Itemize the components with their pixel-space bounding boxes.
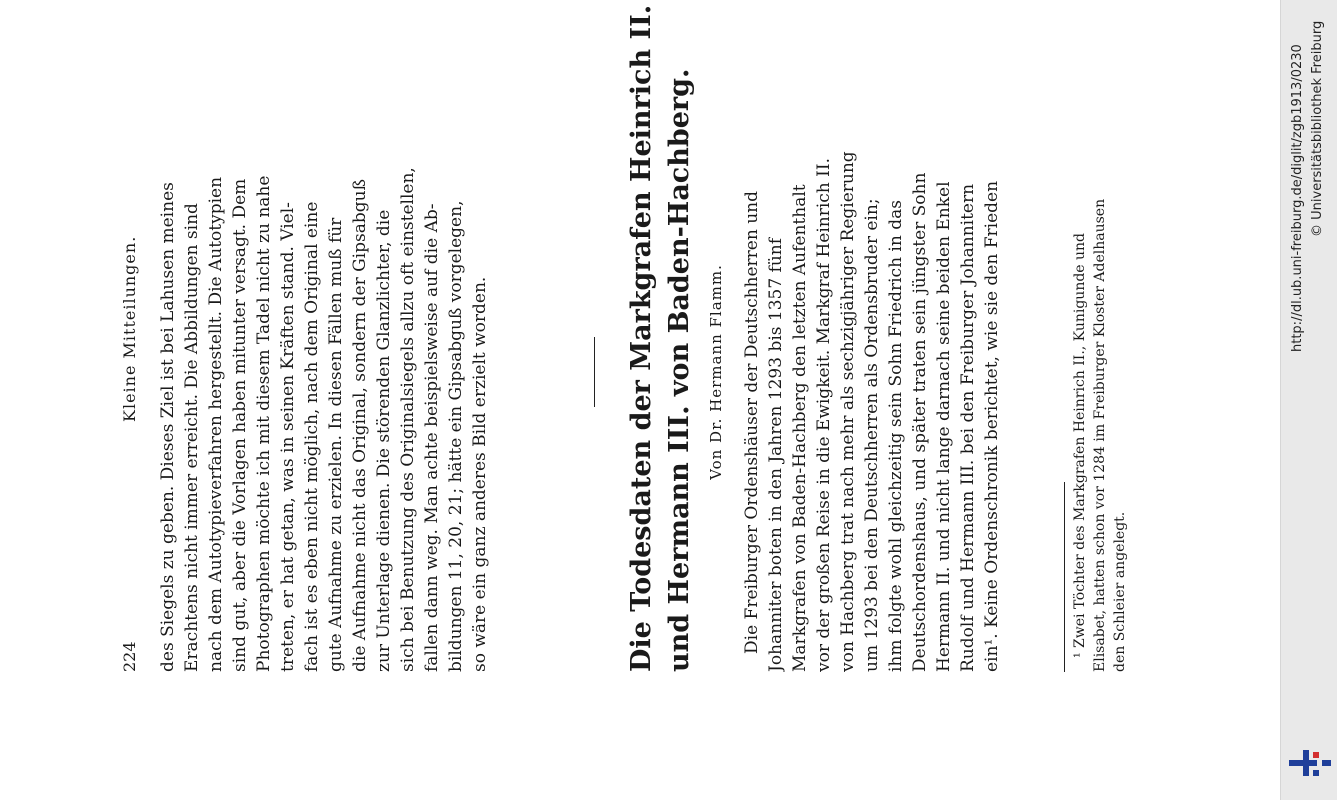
footnote-rule xyxy=(1064,482,1065,672)
paragraph-line: so wäre ein ganz anderes Bild erzielt worden. xyxy=(470,276,490,672)
page-number: 224 xyxy=(120,641,139,672)
paragraph-line: des Siegels zu geben. Dieses Ziel ist bei Lahusen meines xyxy=(158,182,178,672)
footnote-line: ¹ Zwei Töchter des Markgrafen Heinrich II., Kunigunde und xyxy=(1072,232,1088,658)
sidebar-strip xyxy=(1280,0,1337,800)
footnote-line: Elisabet, hatten schon vor 1284 im Freiburger Kloster Adelhausen xyxy=(1092,198,1108,672)
article-body-line: Die Freiburger Ordenshäuser der Deutschherren und xyxy=(742,190,762,654)
copyright-notice: © Universitätsbibliothek Freiburg xyxy=(1310,20,1325,237)
ub-freiburg-logo-icon xyxy=(1289,746,1333,782)
source-url[interactable]: http://dl.ub.uni-freiburg.de/diglit/zgb1913/0230 xyxy=(1290,44,1305,352)
article-title-line: Die Todesdaten der Markgrafen Heinrich II. xyxy=(626,4,657,672)
footnote-line: den Schleier angelegt. xyxy=(1112,511,1128,672)
article-body-line: um 1293 bei den Deutschherren als Ordensbruder ein; xyxy=(862,198,882,672)
paragraph-line: fallen dann weg. Man achte beispielsweise auf die Ab- xyxy=(422,203,442,672)
paragraph-line: zur Unterlage dienen. Die störenden Glanzlichter, die xyxy=(374,209,394,672)
paragraph-line: treten, er hat getan, was in seinen Kräften stand. Viel- xyxy=(278,202,298,672)
paragraph-line: die Aufnahme nicht das Original, sondern der Gipsabguß xyxy=(350,179,370,672)
section-divider xyxy=(594,337,595,407)
article-body-line: Deutschordenshaus, und später traten sein jüngster Sohn xyxy=(910,172,930,672)
running-title: Kleine Mitteilungen. xyxy=(120,235,139,422)
article-body-line: Johanniter boten in den Jahren 1293 bis 1357 fünf xyxy=(766,237,786,672)
article-body-line: Markgrafen von Baden-Hachberg den letzten Aufenthalt xyxy=(790,184,810,672)
paragraph-line: gute Aufnahme zu erzielen. In diesen Fällen muß für xyxy=(326,217,346,672)
article-byline: Von Dr. Hermann Flamm. xyxy=(707,264,725,480)
paragraph-line: nach dem Autotypieverfahren hergestellt. Die Autotypien xyxy=(206,176,226,672)
paragraph-line: bildungen 11, 20, 21; hätte ein Gipsabguß vorgelegen, xyxy=(446,200,466,672)
paragraph-line: sind gut, aber die Vorlagen haben mitunter versagt. Dem xyxy=(230,178,250,672)
article-body-line: ihm folgte wohl gleichzeitig sein Sohn Friedrich in das xyxy=(886,200,906,672)
paragraph-line: Erachtens nicht immer erreicht. Die Abbildungen sind xyxy=(182,203,202,672)
paragraph-line: Photographen möchte ich mit diesem Tadel nicht zu nahe xyxy=(254,175,274,672)
scanned-page xyxy=(120,4,1150,672)
article-body-line: Hermann II. und nicht lange darnach seine beiden Enkel xyxy=(934,181,954,672)
paragraph-line: sich bei Benutzung des Originalsiegels allzu oft einstellen, xyxy=(398,167,418,672)
paragraph-line: fach ist es eben nicht möglich, nach dem Original eine xyxy=(302,201,322,672)
article-body-line: von Hachberg trat nach mehr als sechzigjähriger Regierung xyxy=(838,151,858,672)
article-body-line: Rudolf und Hermann III. bei den Freiburger Johannitern xyxy=(958,183,978,672)
article-body-line: vor der großen Reise in die Ewigkeit. Markgraf Heinrich II. xyxy=(814,158,834,672)
article-title-line: und Hermann III. von Baden-Hachberg. xyxy=(664,68,695,672)
article-body-line: ein¹. Keine Ordenschronik berichtet, wie sie den Frieden xyxy=(982,180,1002,672)
